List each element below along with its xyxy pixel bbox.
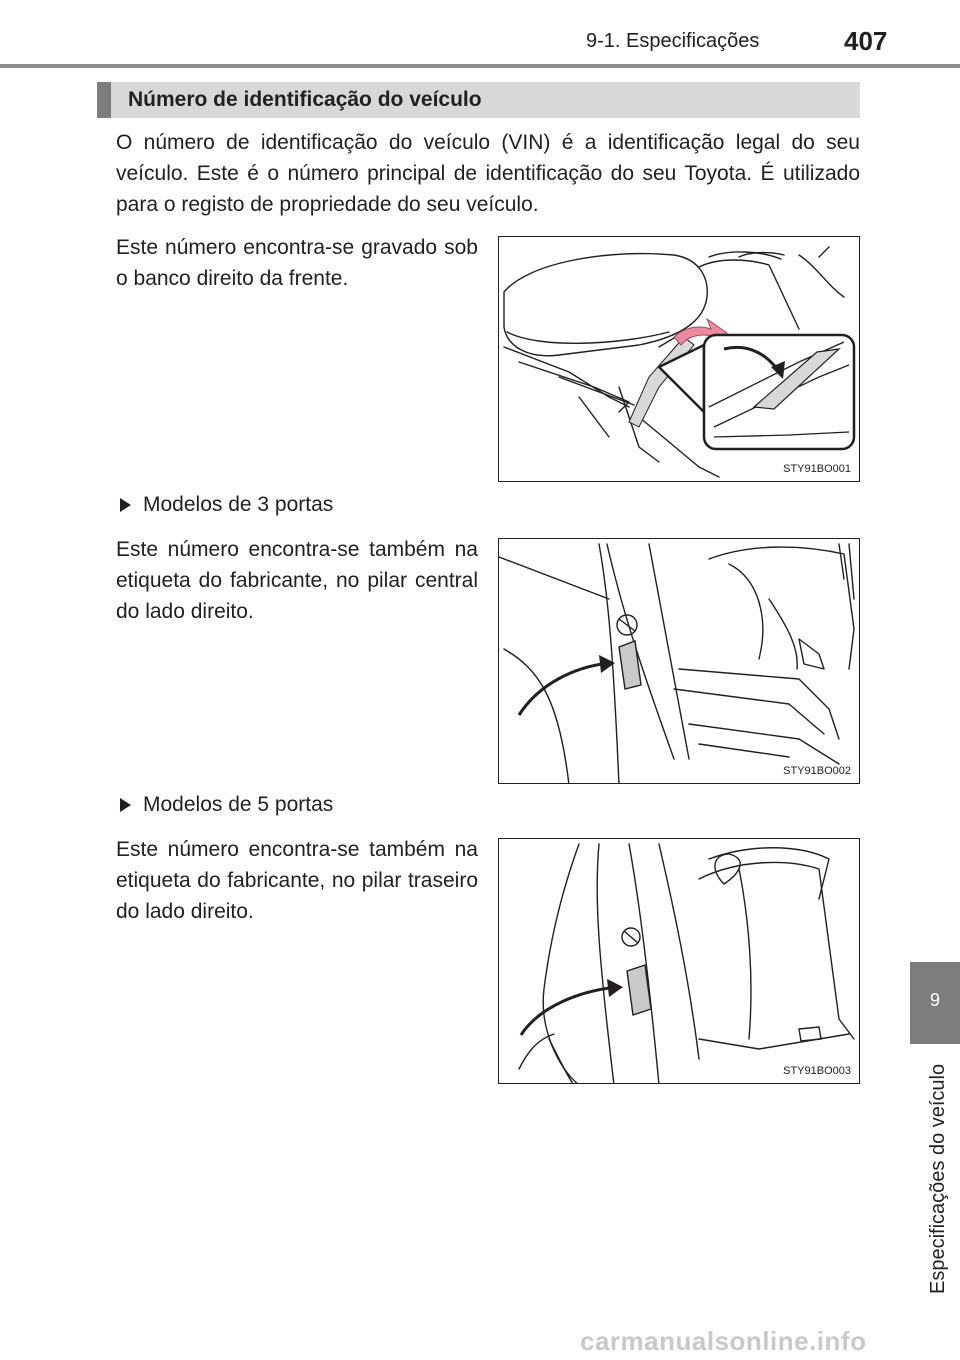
chapter-label-text: Especificações do veículo xyxy=(927,1063,949,1294)
chapter-label xyxy=(923,1046,953,1296)
bullet-3-door xyxy=(116,493,333,517)
rear-pillar-illustration xyxy=(499,839,860,1084)
figure-center-pillar xyxy=(498,538,860,784)
figure-code: STY91BO001 xyxy=(783,463,851,475)
running-header: 9-1. Especificações xyxy=(586,30,760,52)
figure-rear-pillar xyxy=(498,838,860,1084)
bullet-label: Modelos de 5 portas xyxy=(143,793,334,816)
intro-paragraph: O número de identificação do veículo (VIN) é a identificação legal do seu veículo. Este é o número principal de identificação do seu Toyota. É utilizado para o registo de propriedade do seu veículo. xyxy=(116,131,860,216)
chapter-tab[interactable] xyxy=(910,962,960,1044)
watermark-text: carmanualsonline.info xyxy=(580,1326,867,1356)
triangle-bullet-icon xyxy=(120,498,131,512)
bullet-label: Modelos de 3 portas xyxy=(143,493,334,516)
seat-illustration xyxy=(499,237,860,482)
page-number: 407 xyxy=(844,26,888,56)
center-pillar-illustration xyxy=(499,539,860,784)
section-title: Número de identificação do veículo xyxy=(128,88,482,111)
section-heading-bar xyxy=(97,82,860,118)
vin-5-door-text: Este número encontra-se também na etiqueta do fabricante, no pilar traseiro do lado direito. xyxy=(116,838,478,923)
triangle-bullet-icon xyxy=(120,798,131,812)
figure-code: STY91BO002 xyxy=(783,765,851,777)
header-rule xyxy=(0,64,960,68)
figure-seat-vin xyxy=(498,236,860,482)
chapter-number: 9 xyxy=(929,990,940,1010)
vin-3-door-text: Este número encontra-se também na etiqueta do fabricante, no pilar central do lado direito. xyxy=(116,538,478,623)
figure-code: STY91BO003 xyxy=(783,1065,851,1077)
bullet-5-door xyxy=(116,793,333,817)
vin-location-text: Este número encontra-se gravado sob o banco direito da frente. xyxy=(116,236,478,290)
